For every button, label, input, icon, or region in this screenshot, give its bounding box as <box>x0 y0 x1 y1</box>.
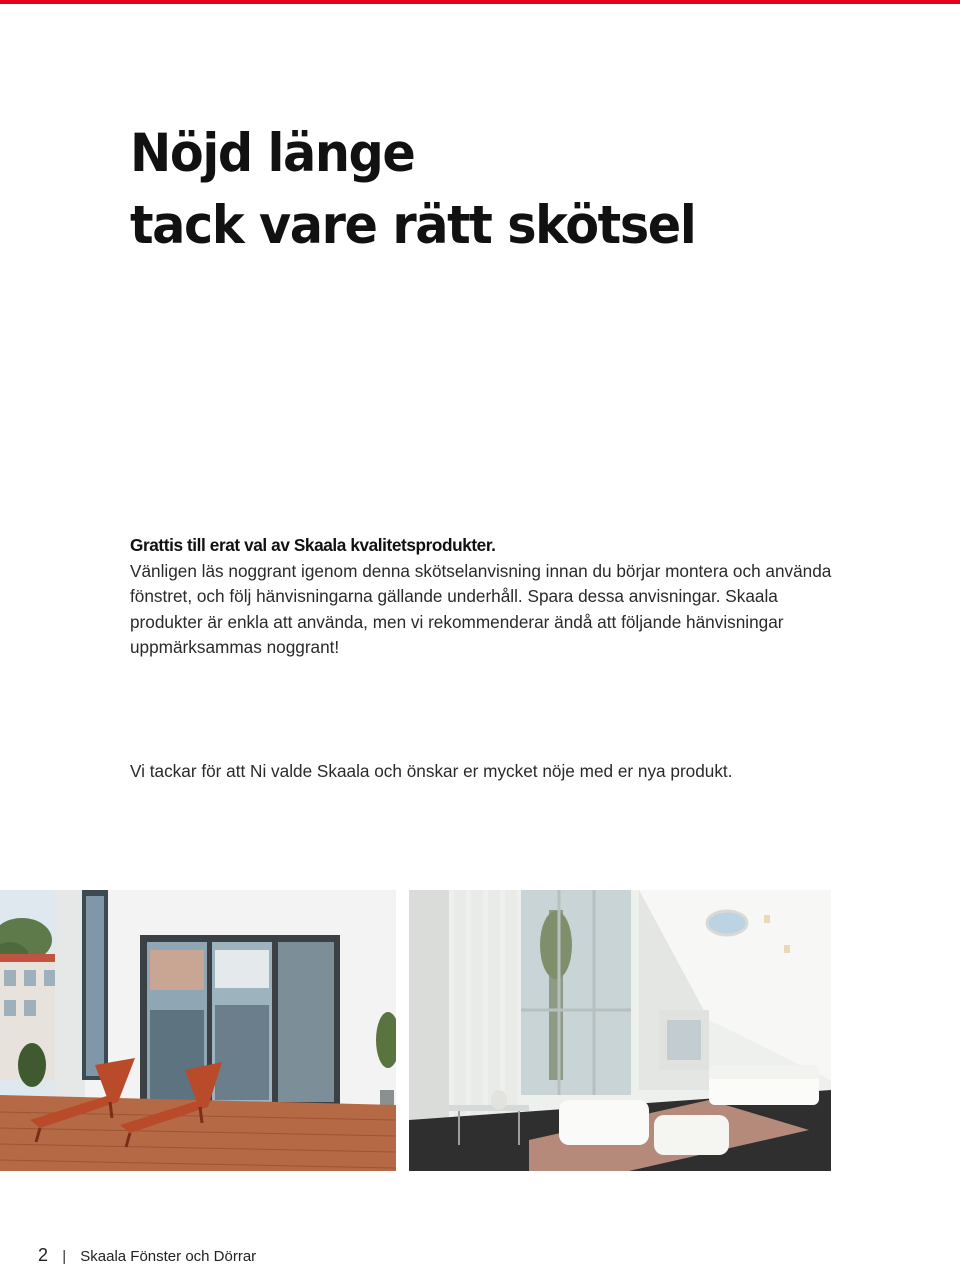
intro-lead: Grattis till erat val av Skaala kvalitetsprodukter. <box>130 535 496 555</box>
page-title <box>130 118 695 262</box>
intro-paragraph <box>130 533 850 661</box>
intro-body: Vänligen läs noggrant igenom denna skötselanvisning innan du börjar montera och använda fönstret, och följ hänvisningarna gällande underhåll. Spara dessa anvisningar. Skaala produkter är enkla att använda, men vi rekommenderar ändå att följande hänvisningar uppmärksammas noggrant! <box>130 560 832 657</box>
footer-separator: | <box>62 1248 67 1265</box>
page-number: 2 <box>38 1245 49 1265</box>
title-line-1: Nöjd länge <box>130 123 415 184</box>
page-footer <box>38 1245 256 1267</box>
title-line-2: tack vare rätt skötsel <box>130 195 696 256</box>
thanks-paragraph: Vi tackar för att Ni valde Skaala och önskar er mycket nöje med er nya produkt. <box>130 761 733 781</box>
living-room-photo <box>409 890 831 1171</box>
publication-name: Skaala Fönster och Dörrar <box>80 1248 257 1265</box>
terrace-photo <box>0 890 396 1171</box>
top-accent-bar <box>0 0 960 4</box>
